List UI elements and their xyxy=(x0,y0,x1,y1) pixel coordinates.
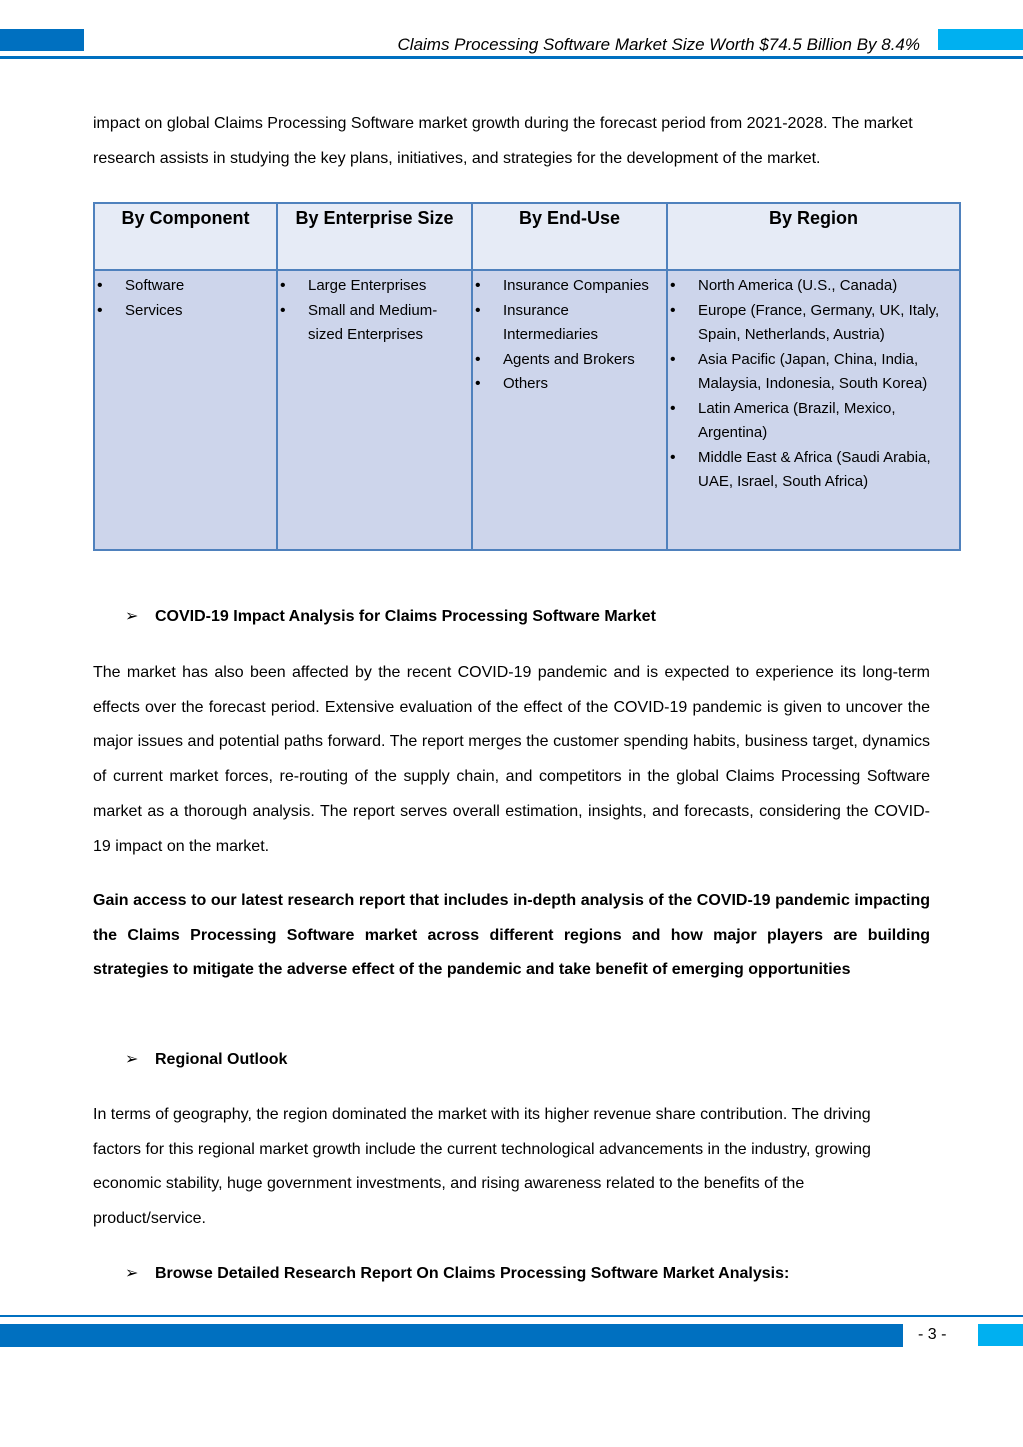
enterprise-size-cell xyxy=(277,270,472,550)
page-number: - 3 - xyxy=(918,1326,947,1343)
list-item: • Europe (France, Germany, UK, Italy, Spain, Netherlands, Austria) xyxy=(668,299,955,348)
list-item: • Large Enterprises xyxy=(278,274,467,299)
segmentation-table xyxy=(93,202,961,551)
list-item: • Others xyxy=(473,372,662,397)
header-title: Claims Processing Software Market Size Worth $74.5 Billion By 8.4% xyxy=(397,35,920,54)
arrow-bullet-icon: ➢ xyxy=(125,1265,139,1282)
list-item: • Latin America (Brazil, Mexico, Argentina) xyxy=(668,397,955,446)
arrow-bullet-icon: ➢ xyxy=(125,1051,139,1068)
covid-cta-paragraph xyxy=(93,884,930,988)
browse-heading-text: Browse Detailed Research Report On Claims Processing Software Market Analysis: xyxy=(155,1265,790,1282)
table-header-component: By Component xyxy=(94,203,277,270)
regional-paragraph xyxy=(93,1098,913,1237)
footer-accent-right xyxy=(978,1324,1023,1346)
list-item: • Small and Medium-sized Enterprises xyxy=(278,299,467,348)
list-item: • Asia Pacific (Japan, China, India, Malaysia, Indonesia, South Korea) xyxy=(668,348,955,397)
intro-paragraph xyxy=(93,107,930,176)
header-rule xyxy=(0,56,1023,59)
list-item: • Agents and Brokers xyxy=(473,348,662,373)
covid-paragraph xyxy=(93,656,930,864)
list-item: • Insurance Intermediaries xyxy=(473,299,662,348)
regional-body-text: In terms of geography, the region dominated the market with its higher revenue share contribution. The driving factors for this regional market growth include the current technological advancements in the industry, growing economic stability, huge government investments, and rising awareness related to the benefits of the product/service. xyxy=(93,1106,871,1228)
table-header-enterprise-size: By Enterprise Size xyxy=(277,203,472,270)
intro-text: impact on global Claims Processing Software market growth during the forecast period from 2021-2028. The market research assists in studying the key plans, initiatives, and strategies for the development of the market. xyxy=(93,115,913,167)
component-list xyxy=(95,274,272,323)
covid-body-text: The market has also been affected by the recent COVID-19 pandemic and is expected to experience its long-term effects over the forecast period. Extensive evaluation of the effect of the COVID-19 pandemic is given to uncover the major issues and potential paths forward. The report merges the customer spending habits, business target, dynamics of current market forces, re-routing of the supply chain, and competitors in the global Claims Processing Software market as a thorough analysis. The report serves overall estimation, insights, and forecasts, considering the COVID-19 impact on the market. xyxy=(93,664,930,855)
table-header-region: By Region xyxy=(667,203,960,270)
end-use-cell xyxy=(472,270,667,550)
list-item: • Software xyxy=(95,274,272,299)
regional-heading-text: Regional Outlook xyxy=(155,1051,288,1068)
footer-rule xyxy=(0,1315,1023,1317)
region-cell xyxy=(667,270,960,550)
list-item: • Services xyxy=(95,299,272,324)
covid-cta-text: Gain access to our latest research report that includes in-depth analysis of the COVID-19 pandemic impacting the Claims Processing Software market across different regions and how major players are building strategies to mitigate the adverse effect of the pandemic and take benefit of emerging opportunities xyxy=(93,892,930,979)
covid-heading-text: COVID-19 Impact Analysis for Claims Processing Software Market xyxy=(155,608,656,625)
table-header-end-use: By End-Use xyxy=(472,203,667,270)
list-item: • Middle East & Africa (Saudi Arabia, UAE, Israel, South Africa) xyxy=(668,446,955,495)
enterprise-size-list xyxy=(278,274,467,348)
header-accent-right xyxy=(938,29,1023,50)
region-list xyxy=(668,274,955,495)
footer-accent-bar xyxy=(0,1324,903,1347)
component-cell xyxy=(94,270,277,550)
list-item: • North America (U.S., Canada) xyxy=(668,274,955,299)
list-item: • Insurance Companies xyxy=(473,274,662,299)
end-use-list xyxy=(473,274,662,397)
arrow-bullet-icon: ➢ xyxy=(125,608,139,625)
